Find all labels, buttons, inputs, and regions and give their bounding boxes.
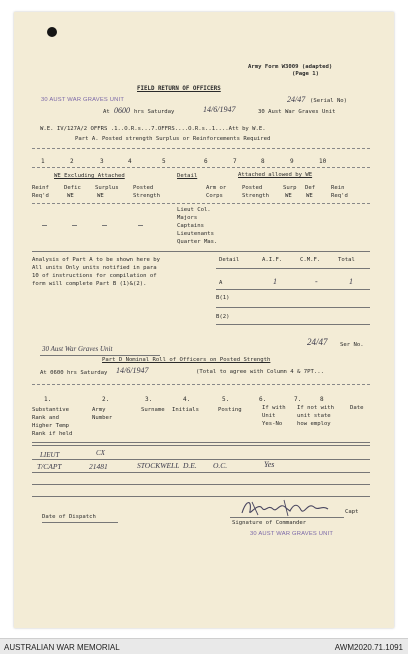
at-mid: hrs Saturday: [134, 109, 175, 115]
analysis-text: All units Only units notified in para: [32, 265, 157, 271]
entry-cx: CX: [96, 449, 105, 457]
col-number: 8: [320, 396, 324, 403]
hdr-cell: Posted: [242, 185, 263, 191]
analysis-value: 1: [349, 277, 353, 286]
serial-label: (Serial No): [310, 98, 348, 104]
col-number: 5.: [222, 396, 230, 403]
capt-label: Capt: [345, 509, 359, 515]
partd-hdr: Rank and: [32, 415, 59, 421]
hdr-cell: WE: [306, 193, 313, 199]
analysis-hdr: A.I.F.: [262, 257, 283, 263]
rank-label: Majors: [177, 215, 198, 221]
col-number: 6.: [259, 396, 267, 403]
partd-date: 14/6/1947: [116, 366, 149, 375]
entry-number: 21481: [89, 462, 108, 471]
rank-label: Lieutenants: [177, 231, 215, 237]
divider: [32, 445, 370, 446]
partd-hdr: Substantive: [32, 407, 70, 413]
partd-serial: 24/47: [307, 337, 328, 347]
entry-posting: O.C.: [213, 461, 228, 470]
col-number: 1: [41, 158, 45, 165]
divider: [32, 384, 370, 385]
analysis-row: A: [219, 280, 223, 286]
analysis-text: 10 of instructions for compilation of: [32, 273, 157, 279]
at-prefix: At: [103, 109, 110, 115]
partd-hdr: If with: [262, 405, 286, 411]
rank-label: Captains: [177, 223, 204, 229]
col-number: 9: [290, 158, 294, 165]
hdr-we-excluding: WE Excluding Attached: [54, 173, 125, 179]
underline: [230, 517, 344, 518]
hdr-cell: Surplus: [95, 185, 119, 191]
entry-rank: T/CAPT: [37, 462, 62, 471]
col-number: 10: [319, 158, 327, 165]
partd-hdr: If not with: [297, 405, 335, 411]
divider: [32, 484, 370, 485]
nil-mark: [102, 225, 107, 226]
divider: [32, 459, 370, 460]
part-a-title: Part A. Posted strength Surplus or Reinforcements Required: [75, 136, 271, 142]
col-number: 4: [128, 158, 132, 165]
col-number: 5: [162, 158, 166, 165]
rank-label: Lieut Col.: [177, 207, 211, 213]
hdr-cell: WE: [97, 193, 104, 199]
col-number: 7.: [294, 396, 302, 403]
col-number: 1.: [44, 396, 52, 403]
partd-serial-label: Ser No.: [340, 342, 364, 348]
col-number: 2: [70, 158, 74, 165]
col-number: 8: [261, 158, 265, 165]
hdr-cell: Defic: [64, 185, 81, 191]
entry-yes: Yes: [264, 460, 275, 469]
partd-hdr: Army: [92, 407, 106, 413]
analysis-row: B(1): [216, 295, 230, 301]
analysis-hdr: Detail: [219, 257, 240, 263]
rank-label: Quarter Mas.: [177, 239, 218, 245]
hdr-cell: Posted: [133, 185, 154, 191]
divider: [32, 167, 370, 168]
divider: [32, 148, 370, 149]
partd-hdr: Unit: [262, 413, 276, 419]
entry-surname: STOCKWELL: [137, 461, 180, 470]
underline: [40, 355, 160, 356]
partd-hdr: Number: [92, 415, 113, 421]
divider: [32, 442, 370, 443]
hdr-cell: Strength: [242, 193, 269, 199]
nil-mark: [138, 225, 143, 226]
divider: [32, 472, 370, 473]
partd-hdr: how employ: [297, 421, 331, 427]
archive-footer: [0, 638, 408, 654]
at-time: 0600: [114, 106, 130, 115]
hdr-cell: WE: [67, 193, 74, 199]
form-title: FIELD RETURN OF OFFICERS: [137, 86, 221, 92]
col-number: 7: [233, 158, 237, 165]
entry-substantive-rank: LIEUT: [40, 451, 60, 459]
hdr-cell: Strength: [133, 193, 160, 199]
hdr-cell: Corps: [206, 193, 223, 199]
divider: [32, 203, 370, 204]
hdr-cell: Surp: [283, 185, 297, 191]
partd-hdr: unit state: [297, 413, 331, 419]
partd-hdr: Surname: [141, 407, 165, 413]
hdr-cell: Req'd: [32, 193, 49, 199]
unit-stamp: 30 AUST WAR GRAVES UNIT: [41, 97, 125, 103]
form-page: (Page 1): [292, 71, 319, 77]
hdr-cell: Def: [305, 185, 316, 191]
analysis-hdr: C.M.F.: [300, 257, 321, 263]
underline: [42, 522, 118, 523]
footer-institution: AUSTRALIAN WAR MEMORIAL: [4, 643, 120, 652]
partd-unit: 30 Aust War Graves Unit: [42, 345, 113, 353]
col-number: 3: [100, 158, 104, 165]
at-unit: 30 Aust War Graves Unit: [258, 109, 336, 115]
hdr-attached: Attached allowed by WE: [238, 172, 313, 178]
analysis-text: Analysis of Part A to be shown here by: [32, 257, 160, 263]
entry-initials: D.E.: [183, 461, 197, 470]
analysis-value: -: [315, 277, 318, 286]
partd-hdr: Rank if held: [32, 431, 73, 437]
col-number: 6: [204, 158, 208, 165]
hdr-cell: WE: [285, 193, 292, 199]
hdr-cell: Reinf: [32, 185, 49, 191]
unit-stamp-bottom: 30 AUST WAR GRAVES UNIT: [250, 531, 334, 537]
punch-hole: [47, 27, 57, 37]
partd-hdr: Initials: [172, 407, 199, 413]
col-number: 3.: [145, 396, 153, 403]
partd-title: Part D Nominal Roll of Officers on Posted Strength: [102, 357, 271, 363]
nil-mark: [42, 225, 47, 226]
partd-hdr: Yes-No: [262, 421, 283, 427]
partd-hdr: Date: [350, 405, 364, 411]
divider: [216, 268, 370, 269]
analysis-row: B(2): [216, 314, 230, 320]
col-number: 2.: [102, 396, 110, 403]
divider: [32, 251, 370, 252]
we-line: W.E. IV/127A/2 OFFRS .1..O.R.s...7.OFFRS....O.R.s..1....Att by W.E.: [40, 126, 266, 132]
divider: [216, 307, 370, 308]
divider: [216, 289, 370, 290]
form-id: Army Form W3009 (adapted): [248, 64, 333, 70]
footer-accession: AWM2020.71.1091: [334, 643, 403, 652]
partd-at: At 0600 hrs Saturday: [40, 370, 108, 376]
partd-suffix: (Total to agree with Column 4 & 7PT...: [196, 369, 324, 375]
hdr-cell: Arm or: [206, 185, 227, 191]
nil-mark: [72, 225, 77, 226]
date-of-dispatch-label: Date of Dispatch: [42, 514, 96, 520]
col-number: 4.: [183, 396, 191, 403]
hdr-cell: Rein: [331, 185, 345, 191]
partd-hdr: Posting: [218, 407, 242, 413]
analysis-text: form will complete Part B (1)&(2).: [32, 281, 147, 287]
serial-handwritten: 24/47: [287, 95, 306, 104]
partd-hdr: Higher Temp: [32, 423, 70, 429]
signature-label: Signature of Commander: [232, 520, 307, 526]
analysis-hdr: Total: [338, 257, 355, 263]
at-date: 14/6/1947: [203, 105, 236, 114]
analysis-value: 1: [273, 277, 277, 286]
hdr-cell: Req'd: [331, 193, 348, 199]
hdr-detail: Detail: [177, 173, 198, 179]
divider: [216, 324, 370, 325]
